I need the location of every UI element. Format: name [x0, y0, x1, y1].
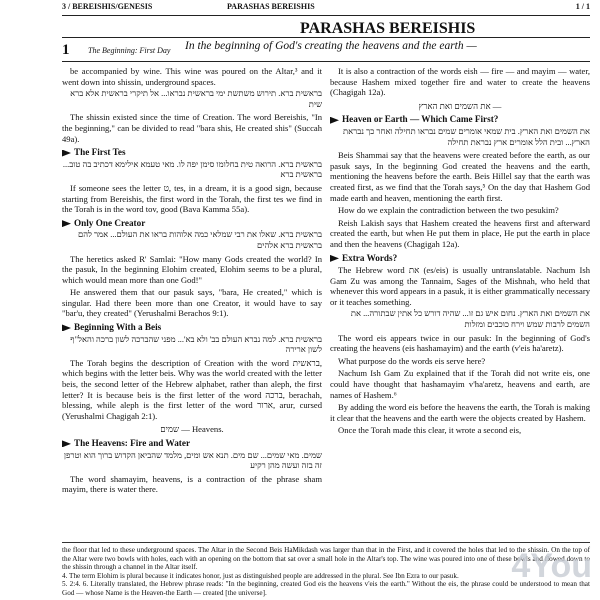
hebrew-source: בראשית ברא. שאלו את רבי שמלאי כמה אלוהות בראו את העולם... אמר להם בראשית ברא אלהים — [77, 230, 322, 250]
hebrew-source: בראשית ברא. תירוש משתשת ימי בראשית נבראו... אל תיקרי בראשית אלא ברא שית — [70, 89, 322, 109]
footnote: 4. The term Elohim is plural because it indicates honor, just as distinguished people are addressed in the plural. See Ibn Ezra to our pasuk. — [62, 571, 459, 580]
section-heading: Beginning With a Beis — [62, 322, 322, 333]
title-rule — [62, 37, 590, 38]
verse-rule — [62, 61, 590, 62]
header-rule — [62, 15, 590, 16]
paragraph: be accompanied by wine. This wine was poured on the Altar,³ and it went down into shissin, underground spaces. — [62, 66, 322, 87]
paragraph: The shissin existed since the time of Creation. The word Bereishis, "In the beginning," can be divided to read "bara shis, He created shis" (Succah 49a). — [62, 112, 322, 144]
section-heading: Heaven or Earth — Which Came First? — [330, 114, 590, 125]
header-right: 1 / 1 — [575, 2, 590, 11]
header-left: 3 / BEREISHIS/GENESIS — [62, 2, 153, 11]
hebrew-source: את השמים ואת הארץ. נחום איש גם זו... שהיה דורש כל אתין שבתורה... את השמים לרבות שמש וירח כוכבים ומזלות — [350, 309, 590, 330]
pointer-icon — [330, 255, 339, 262]
paragraph: The heretics asked R' Samlai: "How many Gods created the world? In the pasuk, In the beginning Elohim created, Elohim seems to be a plural, which would mean more than one God!" — [62, 253, 322, 285]
paragraph: By adding the word eis before the heavens the earth, the Torah is making it clear that the heavens and the earth were the objects created by Hashem. — [330, 402, 590, 423]
paragraph: Reish Lakish says that Hashem created the heavens first and afterward created the earth, but when He put them in place, He put the earth in place and then the heavens (Chagigah 12a). — [330, 217, 590, 249]
header-center: PARASHAS BEREISHIS — [227, 2, 315, 11]
paragraph: Beis Shammai say that the heavens were created before the earth, as our pasuk says, In the beginning God created the heavens and the earth, mentioning the heavens before the earth. Beis Hillel say that the earth was created first, as we find that the Torah says,⁵ On the day that Hashem God made earth and heaven, mentioning the earth first. — [330, 150, 590, 203]
watermark-logo: 4You — [511, 547, 592, 585]
paragraph: Nachum Ish Gam Zu explained that if the Torah did not write eis, one could have thought that hashamayim v'ha'aretz, heavens and earth, are names of Hashem.⁶ — [330, 368, 590, 400]
verse-number: 1 — [62, 42, 70, 58]
footnote: the floor that led to these underground spaces. The Altar in the Second Beis HaMikdash was larger than that in the First, and it covered the holes that led to the shissin. On the top of the Altar were two bowls with holes, each with an opening on the bottom that sat over a small hole in the Altar's top. The wine was poured into one of these bowls and flowed down to the shissin through a channel in the Altar itself. — [62, 546, 590, 572]
hebrew-source: שמים. מאי שמים... שם מים. תנא אש ומים, מלמד שהביאן הקדוש ברוך הוא וטרפן זה בזה ועשה מהן רקיע — [63, 450, 322, 471]
footnote: 5. 2:4. 6. Literally translated, the Hebrew phrase reads: "In the beginning, created God eis the heavens v'eis the earth." Without the eis, the phrase could be understood to mean that God — whose Name is the Heaven-the Earth — created [the universe]. — [62, 580, 590, 597]
pointer-icon — [62, 324, 71, 331]
pointer-icon — [62, 220, 71, 227]
parasha-title: PARASHAS BEREISHIS — [300, 20, 476, 37]
left-column — [62, 66, 322, 497]
paragraph: It is also a contraction of the words eish — fire — and mayim — water, because Hashem mixed together fire and water to create the heavens (Chagigah 12a). — [330, 66, 590, 98]
running-header — [62, 2, 590, 16]
paragraph: The Torah begins the description of Creation with the word בראשית, which begins with the letter beis. Why was the world created with the letter beis, the second letter of the Hebrew alphabet, rather than aleph, the first letter? It is because beis is the first letter of the word ברכה, berachah, blessing, while aleph is the first letter of the word ארור, arur, cursed (Yerushalmi Chagigah 2:1). — [62, 357, 322, 421]
section-heading: Only One Creator — [62, 218, 322, 229]
hebrew-source: את השמים ואת הארץ. בית שמאי אומרים שמים נבראו תחילה ואחר כך נבראת הארץ... ובית הלל אומרים ארץ נבראת תחילה — [342, 126, 590, 147]
paragraph: The word shamayim, heavens, is a contraction of the phrase sham mayim, there is water there. — [62, 473, 322, 495]
paragraph: The word eis appears twice in our pasuk: In the beginning of God's creating the heavens (eis hashamayim) and the earth (v'eis ha'aretz). — [330, 332, 590, 354]
lemma-heading: שמים — Heavens. — [160, 424, 224, 435]
verse-subtitle: The Beginning: First Day — [88, 46, 171, 55]
right-column — [330, 66, 590, 438]
pointer-icon — [62, 440, 71, 447]
paragraph: The Hebrew word את (es/eis) is usually untranslatable. Nachum Ish Gam Zu was among the Tannaim, Sages of the Mishnah, who held that whenever this word appears in a pasuk, it is either grammatically necessary or it teaches something. — [330, 265, 590, 307]
section-heading: Extra Words? — [330, 253, 590, 264]
hebrew-source: בראשית ברא. למה נברא העולם בב' ולא בא'... מפני שהברכה לשון ברכה והאל"ף לשון ארירה — [70, 334, 322, 355]
paragraph: If someone sees the letter ט, tes, in a dream, it is a good sign, because starting from Bereishis, the first word in the Torah, the first tes we find in the Torah is in the word tov, good (Bava Kamma 55a). — [62, 182, 322, 215]
verse-text: In the beginning of God's creating the heavens and the earth — — [185, 40, 477, 52]
paragraph: How do we explain the contradiction between the two pesukim? — [338, 205, 559, 216]
lemma-heading: את השמים ואת הארץ — — [418, 100, 502, 111]
footnote-divider — [62, 542, 590, 543]
section-heading: The Heavens: Fire and Water — [62, 438, 322, 449]
paragraph: Once the Torah made this clear, it wrote a second eis, — [338, 425, 522, 436]
pointer-icon — [330, 117, 339, 124]
hebrew-source: בראשית ברא. הרואה טית בחלומו סימן יפה לו. מאי טעמא אילימא דכתיב בה טוב... בראשית ברא — [62, 159, 322, 180]
paragraph: He answered them that our pasuk says, "bara, He created," which is singular. Had there been more than one Creator, it would have to say "bar'u, they created" (Yerushalmi Berachos 9:1). — [62, 287, 322, 319]
section-heading: The First Tes — [62, 147, 322, 158]
pointer-icon — [62, 150, 71, 157]
paragraph: What purpose do the words eis serve here? — [338, 355, 486, 366]
